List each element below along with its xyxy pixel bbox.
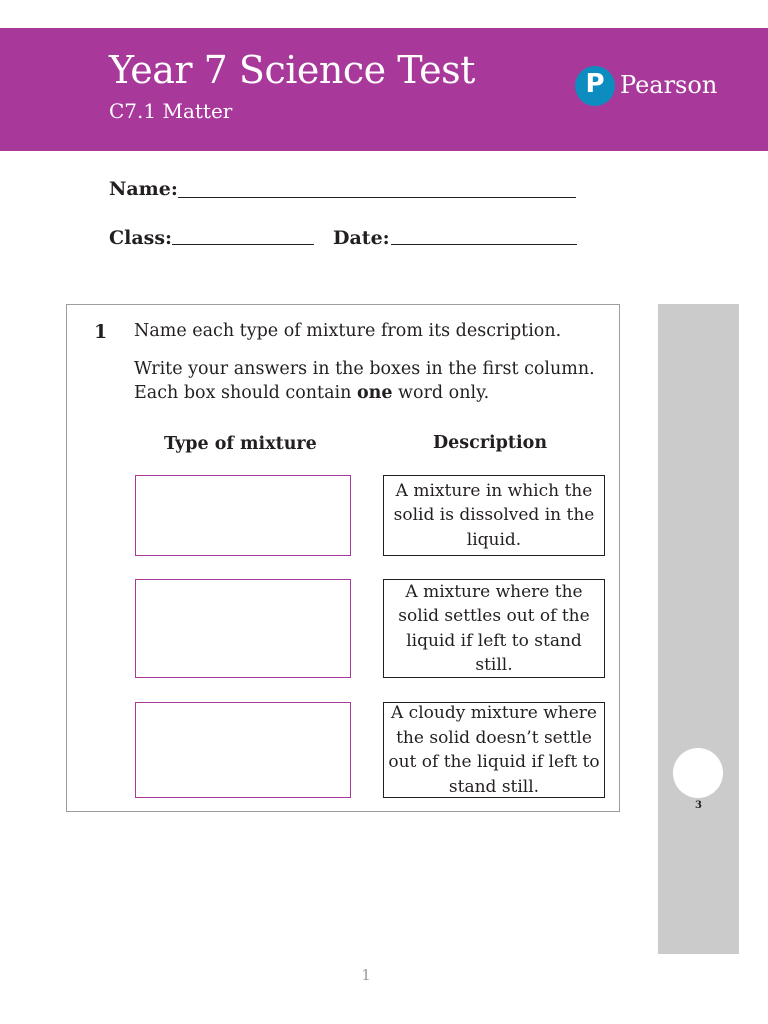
question-number: 1 xyxy=(94,321,108,343)
marks-total: 3 xyxy=(695,800,702,811)
description-box-1 xyxy=(383,475,605,556)
description-box-2 xyxy=(383,579,605,678)
page-subtitle: C7.1 Matter xyxy=(109,99,233,123)
brand-name: Pearson xyxy=(620,71,718,99)
column-heading-description: Description xyxy=(433,433,548,453)
class-label: Class: xyxy=(109,227,173,249)
instruction-text-end: word only. xyxy=(392,383,490,403)
answer-box-3[interactable] xyxy=(135,702,351,798)
column-heading-type: Type of mixture xyxy=(164,434,317,454)
page-number: 1 xyxy=(361,966,371,984)
instruction-emphasis: one xyxy=(356,383,393,403)
answer-box-1[interactable] xyxy=(135,475,351,556)
description-box-3 xyxy=(383,702,605,798)
marks-circle[interactable] xyxy=(673,748,723,798)
class-field[interactable] xyxy=(172,244,314,245)
pearson-p-logo-icon xyxy=(575,66,615,106)
question-instruction: Write your answers in the boxes in the first column. xyxy=(134,359,595,379)
description-text-1: A mixture in which the solid is dissolved in the liquid. xyxy=(393,480,595,550)
instruction-text-start: Each box should contain xyxy=(134,383,357,403)
answer-box-2[interactable] xyxy=(135,579,351,678)
question-instruction-word-limit xyxy=(134,383,489,403)
date-field[interactable] xyxy=(391,244,577,245)
name-field[interactable] xyxy=(178,197,576,198)
description-text-3: A cloudy mixture where the solid doesn’t settle out of the liquid if left to stand still. xyxy=(388,703,600,797)
description-text-2: A mixture where the solid settles out of the liquid if left to stand still. xyxy=(398,581,590,675)
marks-sidebar xyxy=(658,304,739,954)
question-prompt: Name each type of mixture from its description. xyxy=(134,321,562,341)
page-title: Year 7 Science Test xyxy=(109,48,475,92)
date-label: Date: xyxy=(333,227,390,249)
name-label: Name: xyxy=(109,178,178,200)
